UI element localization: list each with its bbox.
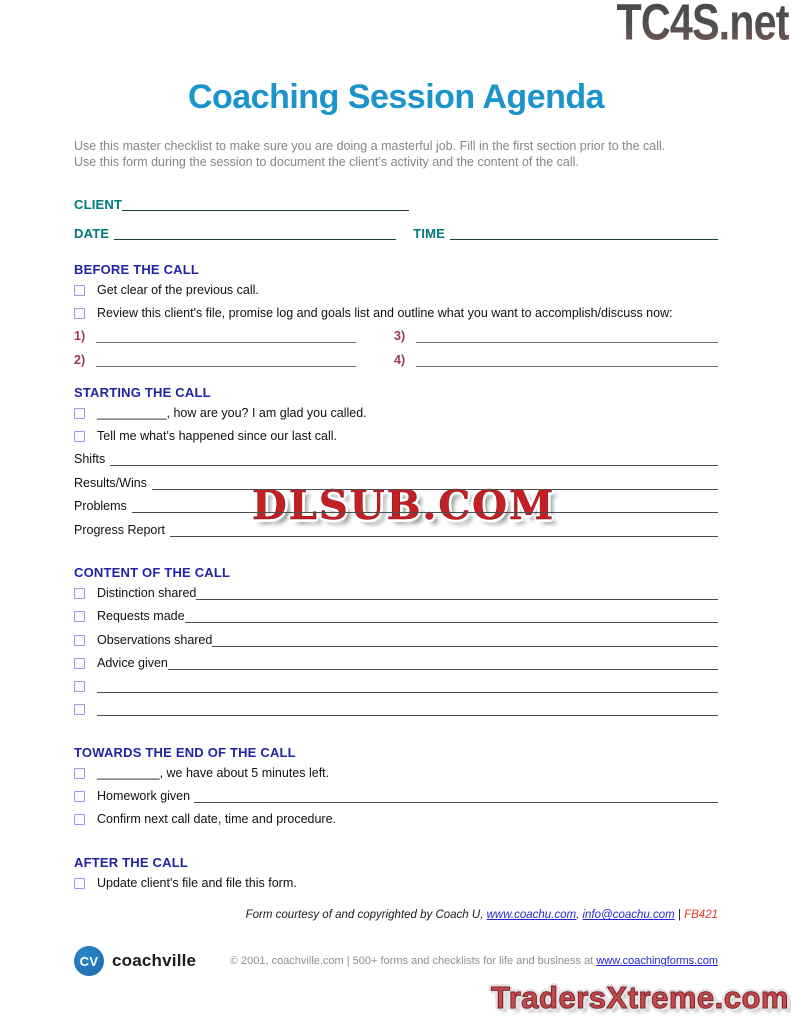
numbered-blank-1 [74,325,356,348]
blank-input-line[interactable] [97,692,718,693]
copyright-line [230,955,718,967]
checklist-item-label: Confirm next call date, time and procedure. [97,812,337,827]
checkbox-icon[interactable] [74,658,85,669]
checklist-item-label: Distinction shared [97,585,197,600]
blank-input-line[interactable] [416,342,718,343]
checkbox-icon[interactable] [74,588,85,599]
checklist-item [74,675,718,698]
copyright-text: © 2001, coachville.com | 500+ forms and checklists for life and business at [229,955,597,968]
time-input-line[interactable] [450,239,718,240]
checklist-item [74,784,718,807]
client-label: CLIENT [74,197,123,212]
progress-report-field-row [74,518,718,541]
checkbox-icon[interactable] [74,878,85,889]
section-heading-starting: STARTING THE CALL [74,385,211,401]
blank-input-line[interactable] [196,599,718,600]
checklist-item-label: Review this client's file, promise log and goals list and outline what you want to accomplish/discuss now: [97,305,673,320]
blank-input-line[interactable] [168,669,718,670]
checklist-item-label: Observations shared [97,632,213,647]
checklist-item-label: Tell me what's happened since our last call. [97,429,338,444]
number-marker: 2) [74,352,86,367]
checklist-item [74,628,718,651]
checkbox-icon[interactable] [74,285,85,296]
date-time-field-row [74,223,718,241]
date-label: DATE [74,226,110,241]
checklist-item [74,301,718,324]
checklist-item-label: Advice given [97,655,168,670]
number-marker: 4) [394,352,406,367]
results-wins-input-line[interactable] [152,489,718,490]
numbered-blank-2 [74,348,356,371]
checklist-item [74,698,718,721]
checkbox-icon[interactable] [74,408,85,419]
date-input-line[interactable] [114,239,396,240]
checkbox-icon[interactable] [74,635,85,646]
checklist-item [74,651,718,674]
checklist-item-label: _________, we have about 5 minutes left. [97,765,330,780]
footer [74,946,718,976]
checklist-item [74,401,718,424]
intro-line-2: Use this form during the session to document the client’s activity and the content of the call. [74,154,579,169]
results-wins-label: Results/Wins [74,475,147,490]
checkbox-icon[interactable] [74,431,85,442]
section-heading-after: AFTER THE CALL [74,855,189,871]
numbered-blanks [74,325,718,372]
checklist-item [74,761,718,784]
checkbox-icon[interactable] [74,704,85,715]
checkbox-icon[interactable] [74,814,85,825]
checklist-item [74,581,718,604]
coachu-email-link[interactable]: info@coachu.com [582,909,675,922]
blank-input-line[interactable] [97,715,718,716]
shifts-field-row [74,448,718,471]
page-title: Coaching Session Agenda [187,78,605,116]
checklist-item-label: __________, how are you? I am glad you called. [97,405,367,420]
checklist-item-label: Update client's file and file this form. [97,875,297,890]
coachville-logo-text: coachville [112,951,197,971]
coachu-link[interactable]: www.coachu.com [486,909,577,922]
coachingforms-link[interactable]: www.coachingforms.com [596,955,718,968]
progress-report-label: Progress Report [74,522,166,537]
dlsub-watermark: DLSUB.COM [252,482,556,529]
checkbox-icon[interactable] [74,308,85,319]
client-input-line[interactable] [122,210,409,211]
blank-input-line[interactable] [185,622,718,623]
number-marker: 1) [74,329,86,344]
checkbox-icon[interactable] [74,611,85,622]
numbered-blank-4 [394,348,718,371]
results-wins-field-row [74,471,718,494]
form-content [74,0,718,976]
homework-input-line[interactable] [194,802,718,803]
progress-report-input-line[interactable] [170,536,718,537]
section-heading-before: BEFORE THE CALL [74,262,200,277]
courtesy-separator: , [576,909,583,922]
problems-input-line[interactable] [132,512,718,513]
checklist-item [74,605,718,628]
shifts-label: Shifts [74,452,106,467]
time-label: TIME [413,226,446,241]
problems-field-row [74,495,718,518]
checklist-item-label: Homework given [97,789,191,804]
tc4s-watermark: TC4S.net [617,0,789,52]
problems-label: Problems [74,499,127,514]
intro-line-1: Use this master checklist to make sure you are doing a masterful job. Fill in the first section prior to the call. [74,139,666,153]
numbered-blank-3 [394,325,718,348]
cv-logo-icon: CV [74,946,104,976]
section-heading-towards-end: TOWARDS THE END OF THE CALL [74,745,296,761]
courtesy-text: Form courtesy of and copyrighted by Coach U, [245,909,487,922]
blank-input-line[interactable] [96,342,356,343]
blank-input-line[interactable] [96,366,356,367]
client-field-row [74,194,718,212]
checklist-item-label: Get clear of the previous call. [97,282,259,297]
checkbox-icon[interactable] [74,681,85,692]
form-code: FB421 [684,909,718,922]
courtesy-separator: | [674,909,685,922]
checklist-item-label: Requests made [97,609,185,624]
checklist-item [74,278,718,301]
intro-text [74,139,718,170]
traders-watermark: TradersXtreme.com [491,980,789,1015]
checklist-item [74,424,718,447]
checkbox-icon[interactable] [74,768,85,779]
checklist-item [74,871,718,894]
checkbox-icon[interactable] [74,791,85,802]
section-heading-content: CONTENT OF THE CALL [74,565,231,581]
blank-input-line[interactable] [416,366,718,367]
blank-input-line[interactable] [212,646,718,647]
coachville-logo [74,946,196,976]
shifts-input-line[interactable] [110,465,718,466]
checklist-item [74,808,718,831]
number-marker: 3) [394,329,406,344]
courtesy-line [74,909,718,924]
